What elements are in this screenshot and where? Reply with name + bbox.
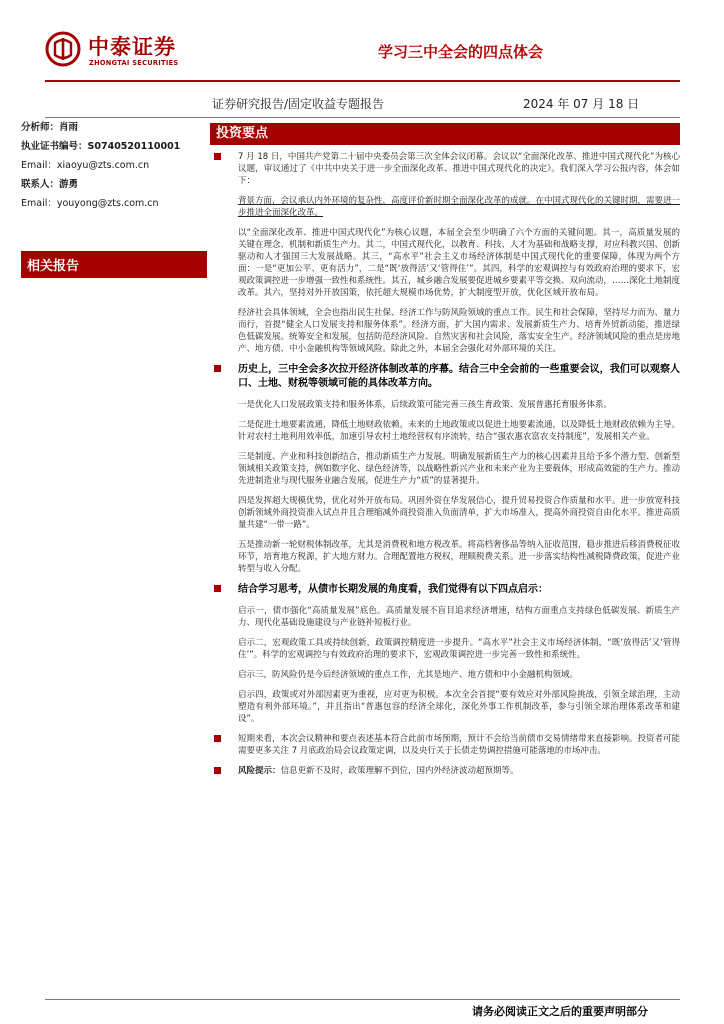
- risk-label: 风险提示：: [238, 766, 281, 776]
- analyst-line: [21, 122, 201, 134]
- paragraph-intro: 7 月 18 日，中国共产党第二十届中央委员会第三次全体会议闭幕。会议以“全面深化改革、推进中国式现代化”为核心议题，审议通过了《中共中央关于进一步全面深化改革、推进中国式现代化的决定》。我们深入学习公报内容，体会如下：: [214, 151, 680, 187]
- analyst-label: 分析师：: [21, 122, 60, 133]
- paragraph-six-issues: 以“全面深化改革、推进中国式现代化”为核心议题，本届全会至少明确了六个方面的关键问题。其一，高质量发展的关键在理念、机制和新质生产力。其二，中国式现代化，以教育、科技、人才为基础和战略支撑，对应科教兴国、创新驱动和人才强国三大发展战略。其三，“高水平”社会主义市场经济体制是中国式现代化的重要保障，体现为两个方面：一是“更加公平、更有活力”，二是“既‘放得活’又‘管得住’”。其四，科学的宏观调控与有效政府治理的要求下，宏观政策调控进一步增强一致性和系统性。其五，城乡融合发展要促进城乡要素平等交换、双向流动，……深化土地制度改革。其六，坚持对外开放国策，依托超大规模市场优势，扩大制度型开放，优化区域开放布局。: [238, 228, 681, 298]
- reform-item-4: 四是发挥超大规模优势，优化对外开放布局。巩固外资在华发展信心，提升贸易投资合作质量和水平。进一步放宽科技创新领域外商投资准入试点并且合理缩减外商投资准入负面清单，扩大市场准入，提高外商投资自由化水平。推进高质量共建“一带一路”。: [238, 496, 681, 530]
- reform-item-3: 三是制度、产业和科技创新结合，推动新质生产力发展。明确发展新质生产力的核心因素并且给予多个潜力型、创新型领域相关政策支持，例如数字化、绿色经济等，以战略性新兴产业和未来产业为主要载体，形成高效能的生产力。推动先进制造业与现代服务业融合发展，促进生产力“质”的显著提升。: [238, 452, 681, 486]
- cert-number: S0740520110001: [87, 141, 181, 152]
- paragraph-background-text: 背景方面，会议承认内外环境的复杂性，高度评价新时期全面深化改革的成就。在中国式现代化的关键时期，需要进一步推进全面深化改革。: [238, 196, 681, 218]
- zhongtai-logo-icon: [45, 31, 81, 67]
- paragraph-implications: 结合学习思考，从债市长期发展的角度看，我们觉得有以下四点启示：: [214, 583, 680, 597]
- report-date: 2024 年 07 月 18 日: [523, 97, 640, 111]
- cert-label: 执业证书编号：: [21, 141, 88, 152]
- reform-item-5: 五是推动新一轮财税体制改革，尤其是消费税和地方税改革。将高档奢侈品等纳入征收范围，稳步推进后移消费税征收环节，培育地方税源，扩大地方财力。合理配置地方税权，理顺税费关系。进一步落实结构性减税降费政策，促进产业转型与收入分配。: [238, 540, 681, 574]
- sidebar: [21, 122, 201, 278]
- contact-name: 游勇: [59, 179, 79, 190]
- paragraph-short-term: 短期来看，本次会议精神和要点表述基本符合此前市场预期，预计不会给当前债市交易情绪带来直接影响。投资者可能需要更多关注 7 月底政治局会议政策定调，以及央行关于长债走势调控措施可能落地的市场冲击。: [214, 733, 680, 757]
- report-title: 学习三中全会的四点体会: [378, 43, 544, 61]
- implication-2: 启示二，宏观政策工具或持续创新，政策调控精度进一步提升。“高水平”社会主义市场经济体制，“既‘放得活’又‘管得住’”。科学的宏观调控与有效政府治理的要求下，宏观政策调控进一步完善一致性和系统性。: [238, 638, 680, 660]
- section-heading: 投资要点: [210, 123, 680, 145]
- risk-text: 信息更新不及时，政策理解不到位，国内外经济波动超预期等。: [280, 766, 519, 776]
- reform-item-2: 二是促进土地要素流通，降低土地财政依赖。未来的土地政策或以促进土地要素流通，以及降低土地财政依赖为主导。针对农村土地利用效率低，加速引导农村土地经营权有序流转，结合“强农惠农富农支持制度”，发展相关产业。: [238, 420, 681, 442]
- related-reports-heading: 相关报告: [21, 251, 207, 278]
- reform-item-1: 一是优化人口发展政策支持和服务体系，后续政策可能完善三孩生育政策、发展普惠托育服务体系。: [238, 400, 613, 410]
- header-divider: [45, 80, 680, 82]
- main-content: [214, 151, 680, 785]
- company-logo: [45, 29, 195, 71]
- footer-divider: [45, 999, 680, 1000]
- paragraph-background: [214, 195, 680, 219]
- cert-line: [21, 141, 201, 153]
- logo-english-text: ZHONGTAI SECURITIES: [89, 59, 179, 67]
- paragraph-history: 历史上，三中全会多次拉开经济体制改革的序幕。结合三中全会前的一些重要会议，我们可以观察人口、土地、财税等领域可能的具体改革方向。: [214, 363, 680, 391]
- paragraph-risk: [214, 765, 680, 777]
- contact-label: 联系人：: [21, 179, 60, 190]
- implication-3: 启示三，防风险仍是今后经济领域的重点工作，尤其是地产、地方债和中小金融机构领域。: [238, 670, 579, 680]
- implication-1: 启示一，债市强化“高质量发展”底色。高质量发展不盲目追求经济增速，结构方面重点支持绿色低碳发展、新质生产力、现代化基础设施建设与产业链补短板行业。: [238, 606, 680, 628]
- contact-line: [21, 179, 201, 191]
- disclaimer-note: 请务必阅读正文之后的重要声明部分: [472, 1005, 648, 1018]
- header-subdivider: [45, 117, 680, 118]
- report-type: 证券研究报告/固定收益专题报告: [212, 97, 385, 111]
- logo-chinese-text: 中泰证券: [88, 35, 176, 59]
- paragraph-specific-fields: 经济社会具体领域，全会也指出民生社保、经济工作与防风险领域的重点工作。民生和社会保障，坚持尽力而为、量力而行，首提“健全人口发展支持和服务体系”。经济方面，扩大国内需求、发展新质生产力、培育外贸新动能，推进绿色低碳发展。统筹安全和发展，包括防范经济风险、自然灾害和社会风险，落实安全生产。经济领域风险的重点是房地产、地方债、中小金融机构等领域风险。除此之外，本届全会强化对外部环境的关注。: [238, 308, 681, 354]
- contact-email[interactable]: Email：youyong@zts.com.cn: [21, 198, 159, 209]
- analyst-email[interactable]: Email：xiaoyu@zts.com.cn: [21, 160, 150, 171]
- analyst-name: 肖雨: [59, 122, 79, 133]
- implication-4: 启示四，政策或对外部因素更为重视，应对更为积极。本次全会首提“要有效应对外部风险挑战，引领全球治理，主动塑造有利外部环境。”，并且指出“普惠包容的经济全球化，深化外事工作机制改革，参与引领全球治理体系改革和建设”。: [238, 690, 680, 724]
